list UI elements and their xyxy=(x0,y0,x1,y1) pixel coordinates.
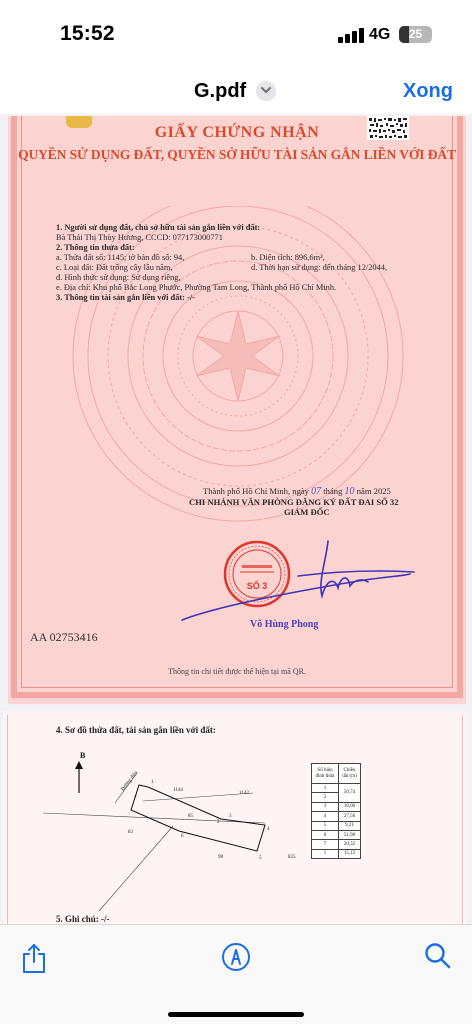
table-row: 2 xyxy=(312,793,361,802)
document-title[interactable]: G.pdf xyxy=(194,80,247,102)
vertex-label: 6 xyxy=(181,834,184,839)
certificate-title: GIẤY CHỨNG NHẬN xyxy=(154,124,320,141)
table-row: 1 15,12 xyxy=(312,849,361,858)
parcel-diagram xyxy=(3,711,303,924)
diagram-heading: 4. Sơ đồ thửa đất, tài sản gắn liền với đất: xyxy=(56,725,216,735)
share-icon[interactable] xyxy=(20,942,48,974)
table-row: 4 27,56 xyxy=(312,812,361,821)
title-menu-button[interactable] xyxy=(256,81,276,101)
section-1-heading: 1. Người sử dụng đất, chủ sở hữu tài sản gắn liền với đất: xyxy=(56,223,261,232)
notes-heading: 5. Ghi chú: -/- xyxy=(56,914,110,924)
chevron-down-icon xyxy=(260,86,272,95)
done-button[interactable]: Xong xyxy=(403,80,453,102)
status-bar xyxy=(0,0,472,70)
table-row: 5 9,21 xyxy=(312,821,361,830)
land-type: c. Loại đất: Đất trồng cây lâu năm, xyxy=(56,263,173,272)
neighbor-83: 83 xyxy=(128,830,133,835)
usage-term: d. Thời hạn sử dụng: đến tháng 12/2044, xyxy=(251,263,388,272)
signing-date xyxy=(203,486,391,497)
signer-role: GIÁM ĐỐC xyxy=(284,507,330,517)
parcel-label: 85 xyxy=(188,814,193,819)
signing-city: Thành phố Hồ Chí Minh, ngày xyxy=(203,486,309,496)
usage-form: đ. Hình thức sử dụng: Sử dụng riêng, xyxy=(56,273,181,282)
table-row: 1 50,74 xyxy=(312,784,361,793)
vertex-label: 5 xyxy=(259,856,262,861)
signer-name: Võ Hùng Phong xyxy=(250,619,319,630)
section-2-heading: 2. Thông tin thửa đất: xyxy=(56,243,135,252)
parcel-area: b. Diện tích: 896,6m², xyxy=(251,253,325,262)
pdf-viewer[interactable] xyxy=(0,114,472,924)
search-icon[interactable] xyxy=(424,942,452,972)
vertex-label: 4 xyxy=(267,827,270,832)
signing-year: năm 2025 xyxy=(356,486,391,496)
neighbor-1143: 1143 xyxy=(239,791,249,796)
vertex-label: 3 xyxy=(229,814,232,819)
vertex-label: 1 xyxy=(151,780,154,785)
owner-line: Bà Thái Thị Thùy Hương, CCCD: 077173000771 xyxy=(56,233,223,242)
battery-level: 25 xyxy=(408,27,423,41)
diagram-page xyxy=(3,711,467,924)
certificate-page xyxy=(8,116,466,704)
nav-bar xyxy=(0,70,472,114)
table-row: 3 10,00 xyxy=(312,802,361,811)
certificate-subtitle: QUYỀN SỬ DỤNG ĐẤT, QUYỀN SỞ HỮU TÀI SẢN GẮN LIỀN VỚI ĐẤT xyxy=(18,147,456,162)
vertex-label: 7 xyxy=(134,796,137,801)
stamp-center-text: SỐ 3 xyxy=(246,581,268,591)
status-time: 15:52 xyxy=(60,22,115,45)
signing-day: 07 xyxy=(311,486,322,497)
home-indicator[interactable] xyxy=(168,1012,304,1017)
neighbor-98: 98 xyxy=(218,855,223,860)
boundary-length-table xyxy=(311,763,361,859)
cellular-signal-icon xyxy=(338,27,364,43)
table-row: 6 51,98 xyxy=(312,830,361,839)
road-label: Đường điện xyxy=(120,770,140,793)
battery-icon xyxy=(399,26,432,43)
table-header-point: Số hiệu đỉnh thửa xyxy=(312,764,339,784)
table-row: 7 20,32 xyxy=(312,840,361,849)
neighbor-1144: 1144 xyxy=(173,788,183,793)
qr-note: Thông tin chi tiết được thể hiện tại mã QR. xyxy=(168,667,306,676)
section-3-heading: 3. Thông tin tài sản gắn liền với đất: -/- xyxy=(56,293,195,302)
neighbor-825: 825 xyxy=(288,855,296,860)
vertex-label: 2 xyxy=(217,820,220,825)
month-label: tháng xyxy=(323,486,343,496)
north-arrow-icon xyxy=(75,751,86,793)
north-label: B xyxy=(80,751,86,760)
table-header-length: Chiều dài (m) xyxy=(339,764,361,784)
markup-icon[interactable] xyxy=(221,942,251,972)
network-type: 4G xyxy=(369,26,391,43)
handwritten-signature xyxy=(178,536,418,626)
certificate-serial: AA 02753416 xyxy=(30,630,98,644)
bottom-toolbar xyxy=(0,924,472,1024)
parcel-address: e. Địa chỉ: Khu phố Bắc Long Phước, Phường Tam Long, Thành phố Hồ Chí Minh. xyxy=(56,283,337,292)
parcel-number: a. Thửa đất số: 1145; tờ bản đồ số: 94, xyxy=(56,253,185,262)
issuing-office: CHI NHÁNH VĂN PHÒNG ĐĂNG KÝ ĐẤT ĐAI SỐ 32 xyxy=(189,497,399,507)
signing-month: 10 xyxy=(344,486,355,497)
